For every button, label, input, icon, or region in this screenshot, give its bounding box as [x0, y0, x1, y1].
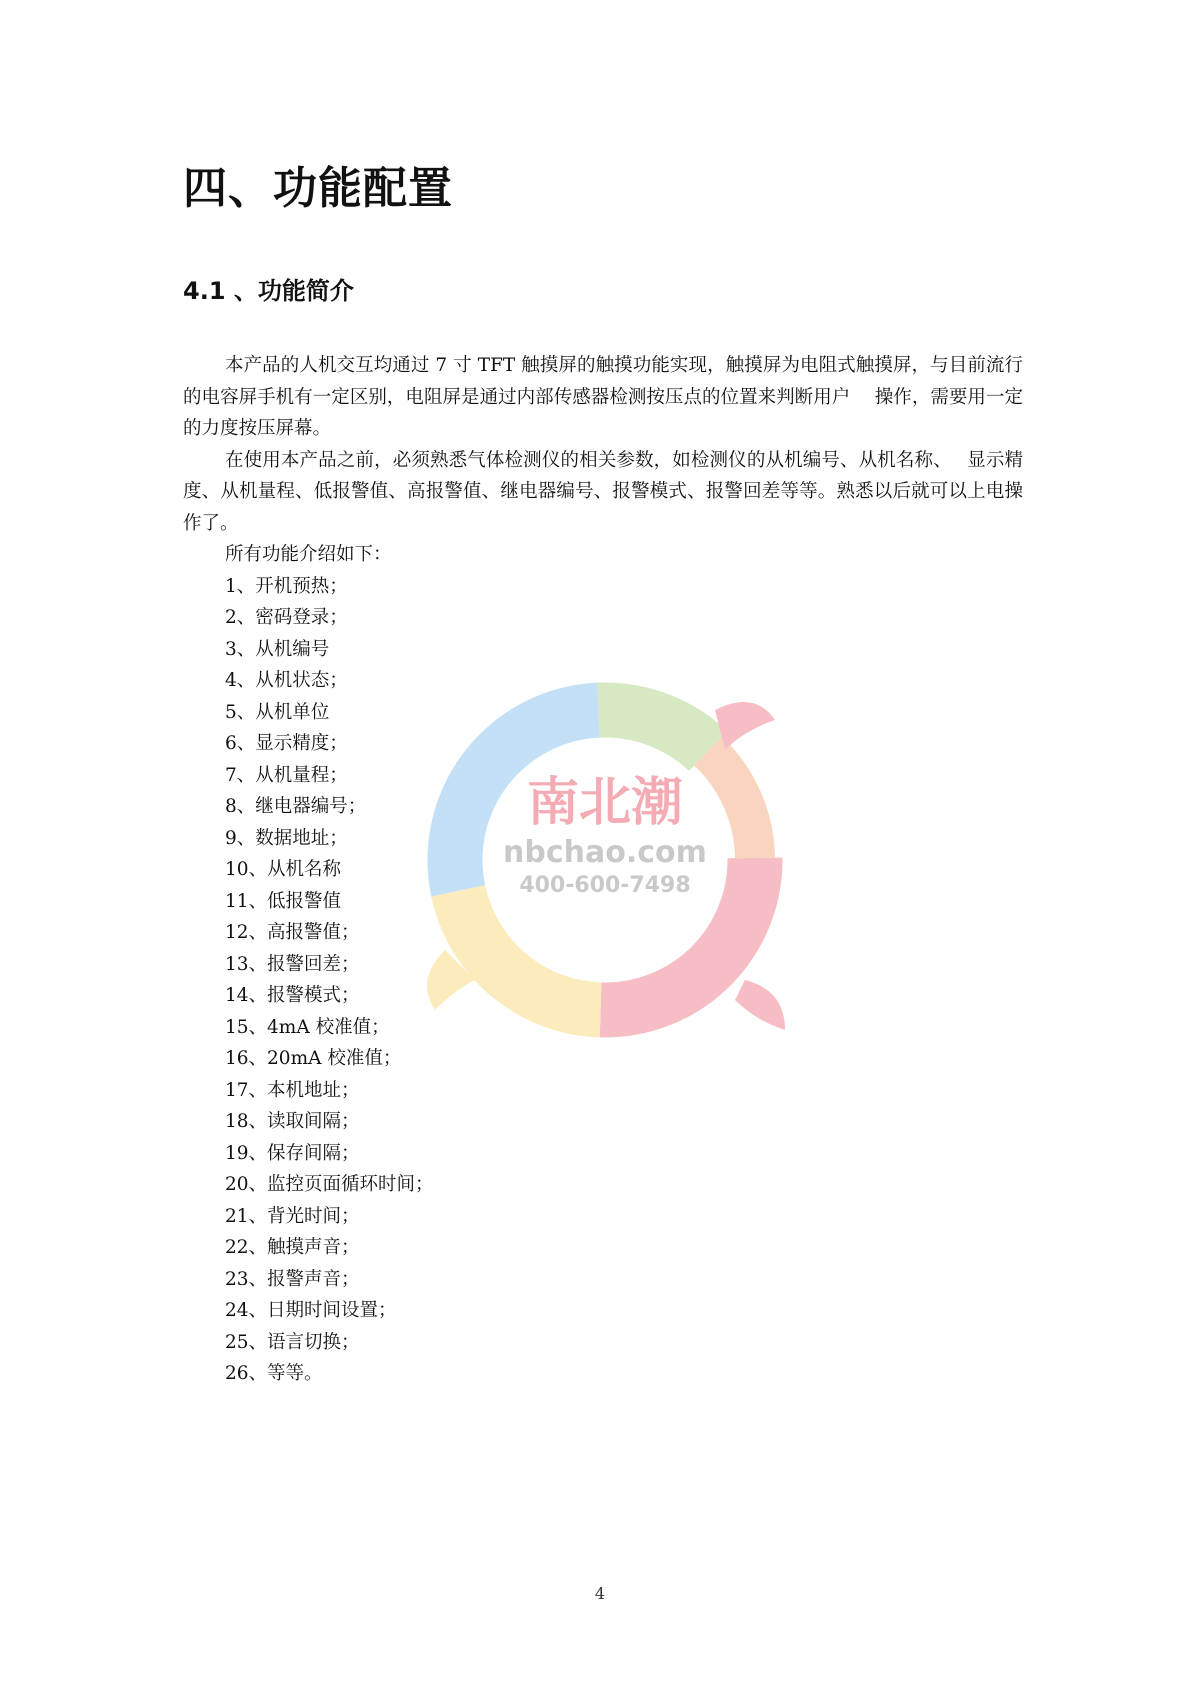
- feature-list-item: 10、从机名称: [225, 859, 342, 880]
- feature-list-item: 8、继电器编号；: [225, 796, 367, 817]
- feature-list-item: 18、读取间隔；: [225, 1111, 360, 1132]
- page-number: 4: [594, 1584, 606, 1603]
- chapter-title: 四、功能配置: [183, 163, 453, 214]
- feature-list-item: 17、本机地址；: [225, 1079, 360, 1101]
- watermark-phone: 400-600-7498: [519, 873, 691, 898]
- paragraph-parameters: 在使用本产品之前，必须熟悉气体检测仪的相关参数，如检测仪的从机编号、从机名称、 显示精度、从机量程、低报警值、高报警值、继电器编号、报警模式、报警回差等等。熟悉以后就可以上电操作了。: [183, 449, 1023, 534]
- feature-list-item: 4、从机状态；: [225, 670, 348, 691]
- feature-list-item: 7、从机量程；: [225, 764, 348, 786]
- feature-list-item: 20、监控页面循环时间；: [225, 1174, 434, 1195]
- feature-list-item: 9、数据地址；: [225, 827, 348, 849]
- feature-list-item: 25、语言切换；: [225, 1331, 360, 1353]
- feature-list-item: 13、报警回差；: [225, 953, 360, 975]
- feature-list-item: 5、从机单位: [225, 701, 330, 723]
- feature-list-item: 14、报警模式；: [225, 985, 360, 1006]
- feature-list-item: 24、日期时间设置；: [225, 1300, 397, 1321]
- paragraph-list-lead: 所有功能介绍如下：: [225, 544, 392, 565]
- feature-list-item: 22、触摸声音；: [225, 1237, 360, 1258]
- paragraph-intro: 本产品的人机交互均通过 7 寸 TFT 触摸屏的触摸功能实现，触摸屏为电阻式触摸屏，与目前流行的电容屏手机有一定区别，电阻屏是通过内部传感器检测按压点的位置来判断用户 操作，需要用一定的力度按压屏幕。: [183, 355, 1023, 439]
- feature-list-item: 26、等等。: [225, 1363, 323, 1384]
- watermark-brand: 南北潮: [526, 773, 684, 833]
- feature-list-item: 1、开机预热；: [225, 575, 348, 597]
- feature-list-item: 23、报警声音；: [225, 1268, 360, 1290]
- feature-list-item: 16、20mA 校准值；: [225, 1048, 402, 1069]
- watermark-logo: [385, 650, 825, 1070]
- feature-list-item: 11、低报警值: [225, 890, 342, 912]
- section-title: 4.1 、功能简介: [183, 277, 354, 305]
- feature-list-item: 19、保存间隔；: [225, 1142, 360, 1164]
- feature-list-item: 2、密码登录；: [225, 607, 348, 628]
- feature-list-item: 3、从机编号: [225, 638, 330, 660]
- feature-list-item: 15、4mA 校准值；: [225, 1016, 390, 1038]
- watermark-site: nbchao.com: [503, 835, 707, 870]
- feature-list-item: 12、高报警值；: [225, 922, 360, 943]
- feature-list-item: 6、显示精度；: [225, 733, 348, 754]
- feature-list-item: 21、背光时间；: [225, 1205, 360, 1227]
